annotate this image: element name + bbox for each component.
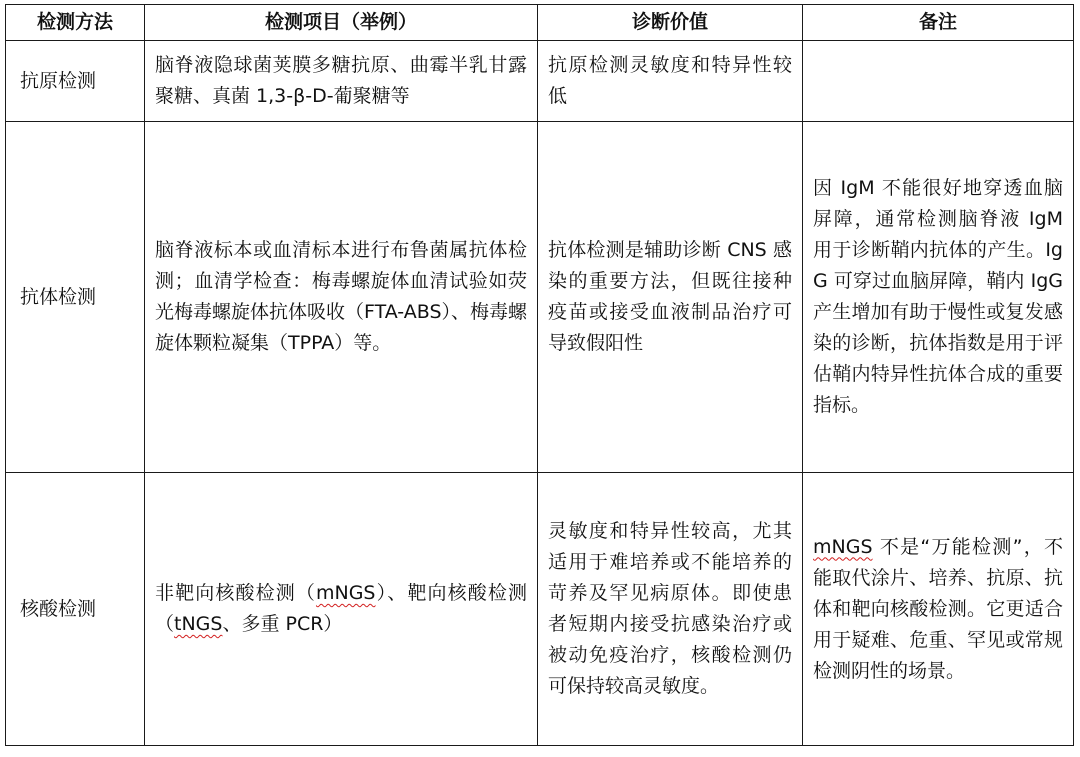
cell-method: 核酸检测 bbox=[6, 473, 145, 746]
cell-value: 抗体检测是辅助诊断 CNS 感染的重要方法，但既往接种疫苗或接受血液制品治疗可导致假阳性 bbox=[538, 122, 803, 473]
spellcheck-underlined-term: mNGS bbox=[315, 582, 376, 604]
cell-items bbox=[145, 473, 538, 746]
table-header-row bbox=[6, 5, 1074, 41]
table-row bbox=[6, 122, 1074, 473]
cell-items: 脑脊液标本或血清标本进行布鲁菌属抗体检测；血清学检查：梅毒螺旋体血清试验如荧光梅毒螺旋体抗体吸收（FTA-ABS）、梅毒螺旋体颗粒凝集（TPPA）等。 bbox=[145, 122, 538, 473]
cell-note bbox=[803, 473, 1074, 746]
header-value: 诊断价值 bbox=[538, 5, 803, 41]
diagnostic-methods-table bbox=[5, 4, 1074, 746]
cell-value: 灵敏度和特异性较高，尤其适用于难培养或不能培养的苛养及罕见病原体。即使患者短期内接受抗感染治疗或被动免疫治疗，核酸检测仍可保持较高灵敏度。 bbox=[538, 473, 803, 746]
cell-value: 抗原检测灵敏度和特异性较低 bbox=[538, 41, 803, 122]
spellcheck-underlined-term: tNGS bbox=[174, 613, 223, 635]
header-method: 检测方法 bbox=[6, 5, 145, 41]
cell-method: 抗原检测 bbox=[6, 41, 145, 122]
note-text-part: 不是“万能检测”，不能取代涂片、培养、抗原、抗体和靶向核酸检测。它更适合用于疑难、危重、罕见或常规检测阴性的场景。 bbox=[813, 535, 1063, 682]
cell-note: 因 IgM 不能很好地穿透血脑屏障，通常检测脑脊液 IgM 用于诊断鞘内抗体的产生。IgG 可穿过血脑屏障，鞘内 IgG 产生增加有助于慢性或复发感染的诊断，抗体指数是用于评估鞘内特异性抗体合成的重要指标。 bbox=[803, 122, 1074, 473]
items-text-part: 非靶向核酸检测（ bbox=[155, 582, 316, 604]
table-row bbox=[6, 41, 1074, 122]
items-text-part: 、多重 PCR） bbox=[222, 613, 343, 635]
items-text-part: ）、靶向核酸检测（ bbox=[155, 582, 527, 635]
header-items: 检测项目（举例） bbox=[145, 5, 538, 41]
spellcheck-underlined-term: mNGS bbox=[813, 535, 873, 558]
table-row bbox=[6, 473, 1074, 746]
cell-note bbox=[803, 41, 1074, 122]
cell-items: 脑脊液隐球菌荚膜多糖抗原、曲霉半乳甘露聚糖、真菌 1,3-β-D-葡聚糖等 bbox=[145, 41, 538, 122]
header-note: 备注 bbox=[803, 5, 1074, 41]
cell-method: 抗体检测 bbox=[6, 122, 145, 473]
